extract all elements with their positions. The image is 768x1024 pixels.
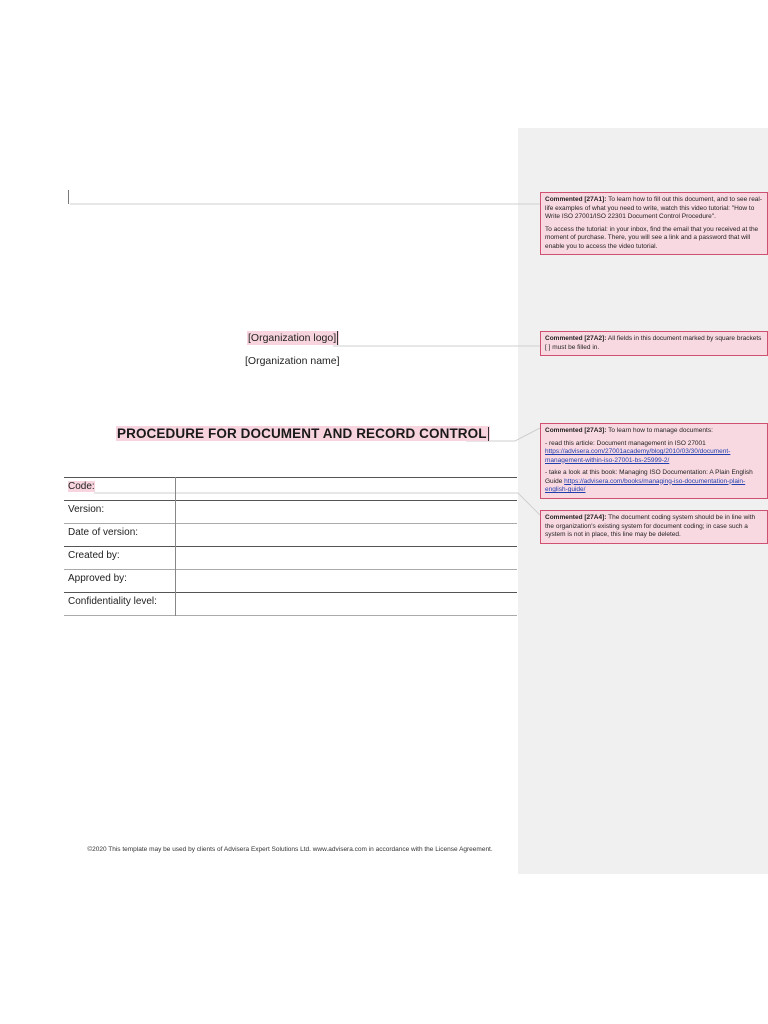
comment-text: To access the tutorial: in your inbox, find the email that you received at the moment of purchase. There, you will see a link and a password that will enable you to access the video tutorial. bbox=[545, 225, 759, 250]
table-label-cell[interactable]: Approved by: bbox=[64, 570, 175, 593]
table-value-cell[interactable] bbox=[175, 593, 517, 616]
table-label-cell[interactable]: Created by: bbox=[64, 547, 175, 570]
comment-paragraph bbox=[545, 440, 763, 466]
table-row bbox=[64, 501, 517, 524]
comment-balloon-27a3[interactable] bbox=[540, 423, 768, 499]
table-value-cell[interactable] bbox=[175, 478, 517, 501]
comment-text: - read this article: Document management in ISO 27001 bbox=[545, 439, 706, 447]
comment-header: Commented [27A2]: bbox=[545, 335, 607, 342]
comment-paragraph bbox=[545, 427, 763, 436]
comment-balloon-27a1[interactable] bbox=[540, 192, 768, 255]
table-value-cell[interactable] bbox=[175, 524, 517, 547]
table-value-cell[interactable] bbox=[175, 501, 517, 524]
table-row bbox=[64, 547, 517, 570]
comment-text: All fields in this document marked by square brackets [ ] must be filled in. bbox=[545, 335, 762, 351]
comment-header: Commented [27A4]: bbox=[545, 514, 607, 521]
comment-header: Commented [27A1]: bbox=[545, 196, 607, 203]
table-row bbox=[64, 593, 517, 616]
comment-paragraph bbox=[545, 196, 763, 222]
organization-logo-text: [Organization logo] bbox=[248, 331, 337, 344]
code-label: Code: bbox=[68, 481, 95, 492]
organization-logo-placeholder[interactable] bbox=[247, 331, 339, 345]
comment-header: Commented [27A3]: bbox=[545, 427, 607, 434]
table-row bbox=[64, 478, 517, 501]
table-value-cell[interactable] bbox=[175, 570, 517, 593]
comment-text: To learn how to fill out this document, and to see real-life examples of what you need to write, watch this video tutorial: "How to Write ISO 27001/ISO 22301 Document Control Procedure". bbox=[545, 196, 763, 220]
comment-paragraph bbox=[545, 514, 763, 540]
comment-text: To learn how to manage documents: bbox=[608, 427, 713, 434]
page-footer: ©2020 This template may be used by clients of Advisera Expert Solutions Ltd. www.advisera.com in accordance with the License Agreement. bbox=[87, 846, 493, 853]
table-label-cell[interactable]: Date of version: bbox=[64, 524, 175, 547]
book-link[interactable]: https://advisera.com/books/managing-iso-documentation-plain-english-guide/ bbox=[545, 477, 746, 493]
article-link[interactable]: https://advisera.com/27001academy/blog/2010/03/30/document-management-within-iso-27001-bs-25999-2/ bbox=[545, 448, 731, 464]
table-label-cell[interactable]: Version: bbox=[64, 501, 175, 524]
table-row bbox=[64, 570, 517, 593]
text-cursor bbox=[68, 190, 69, 204]
document-title[interactable] bbox=[116, 426, 490, 441]
organization-name-placeholder[interactable]: [Organization name] bbox=[245, 355, 340, 367]
insertion-caret bbox=[337, 331, 338, 345]
document-info-table bbox=[64, 477, 517, 616]
table-label-cell[interactable] bbox=[64, 478, 175, 501]
comment-paragraph bbox=[545, 469, 763, 495]
table-value-cell[interactable] bbox=[175, 547, 517, 570]
insertion-caret bbox=[488, 427, 489, 441]
comment-paragraph bbox=[545, 335, 763, 352]
comment-balloon-27a4[interactable] bbox=[540, 510, 768, 544]
comment-balloon-27a2[interactable] bbox=[540, 331, 768, 356]
document-title-text: PROCEDURE FOR DOCUMENT AND RECORD CONTROL bbox=[117, 426, 487, 441]
comment-text: The document coding system should be in line with the organization's existing system for document coding; in case such a system is not in place, this line may be deleted. bbox=[545, 514, 756, 538]
comment-text: - take a look at this book: Managing ISO Documentation: A Plain English Guide bbox=[545, 469, 753, 485]
table-label-cell[interactable]: Confidentiality level: bbox=[64, 593, 175, 616]
table-row bbox=[64, 524, 517, 547]
